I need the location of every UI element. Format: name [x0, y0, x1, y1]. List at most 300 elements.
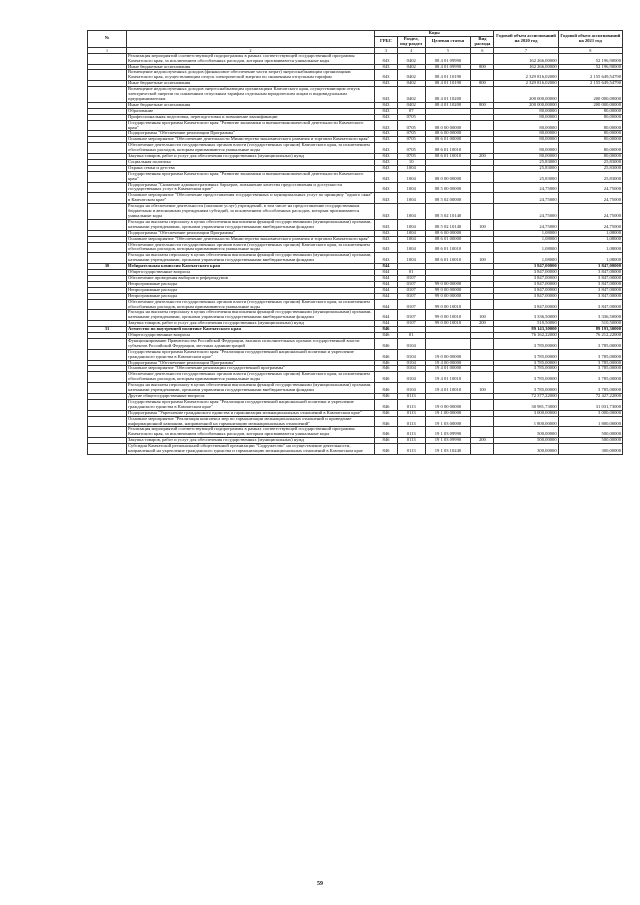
row-grbs: 843: [375, 143, 398, 154]
row-amount-2020: 2 329 816,02000: [494, 70, 558, 81]
row-expense-type: [471, 427, 494, 438]
row-grbs: 846: [375, 366, 398, 372]
row-razdel: 0104: [397, 366, 425, 372]
row-number: [88, 427, 127, 438]
row-grbs: 844: [375, 321, 398, 327]
row-amount-2020: 1,08000: [494, 242, 558, 253]
column-index: 6: [471, 47, 494, 53]
row-razdel: 1004: [397, 230, 425, 236]
row-name: Непрограммные расходы: [127, 287, 375, 293]
row-name: Государственная программа Камчатского края "Реализация государственной национальной политики и укрепление гражданского единства в Камчатском крае": [127, 399, 375, 410]
table-row: [88, 193, 623, 204]
row-grbs: 844: [375, 264, 398, 270]
row-amount-2021: 1,08000: [558, 236, 622, 242]
row-razdel: 0113: [397, 444, 425, 455]
row-number: [88, 219, 127, 230]
row-amount-2021: 3 847,00000: [558, 264, 622, 270]
row-number: [88, 444, 127, 455]
table-row: [88, 87, 623, 103]
row-grbs: 846: [375, 416, 398, 427]
row-amount-2020: 3 785,00000: [494, 372, 558, 383]
row-expense-type: [471, 70, 494, 81]
row-expense-type: 200: [471, 321, 494, 327]
row-amount-2021: 24,75000: [558, 193, 622, 204]
row-target-article: 08 4 01 09990: [425, 64, 471, 70]
row-amount-2021: 3 785,00000: [558, 383, 622, 394]
row-grbs: 846: [375, 349, 398, 360]
row-razdel: 0402: [397, 70, 425, 81]
row-amount-2021: 3 847,00000: [558, 299, 622, 310]
row-target-article: 99 0 00 10010: [425, 321, 471, 327]
row-amount-2021: 1 800,00000: [558, 416, 622, 427]
row-name: Общегосударственные вопросы: [127, 270, 375, 276]
row-razdel: 0113: [397, 399, 425, 410]
header-codes: Коды: [375, 31, 494, 37]
row-expense-type: [471, 299, 494, 310]
table-row: [88, 143, 623, 154]
column-index: 4: [397, 47, 425, 53]
row-name: Закупка товаров, работ и услуг для обеспечения государственных (муниципальных) нужд: [127, 154, 375, 160]
row-target-article: 99 0 00 00000: [425, 281, 471, 287]
row-target-article: 19 1 03 09990: [425, 427, 471, 438]
row-target-article: 99 0 00 00000: [425, 287, 471, 293]
row-amount-2021: 300,00000: [558, 444, 622, 455]
header-expense-type: Вид расхода: [471, 36, 494, 47]
row-amount-2021: 25,83000: [558, 159, 622, 165]
row-name: Подпрограмма "Укрепление гражданского единства и гармонизация межнациональных отношений в Камчатском крае": [127, 410, 375, 416]
header-year-2020: Годовой объем ассигнований на 2020 год: [494, 31, 558, 48]
row-target-article: 08 6 00 00000: [425, 131, 471, 137]
column-index: 1: [88, 47, 127, 53]
row-grbs: 843: [375, 165, 398, 171]
row-name: Иные бюджетные ассигнования: [127, 102, 375, 108]
row-target-article: 08 5 02 10140: [425, 219, 471, 230]
row-name: Обеспечение деятельности государственных органов власти (государственных органов) Камчатского края, за исключением обособленных расходов, которым присваиваются уникальные коды: [127, 143, 375, 154]
row-name: Непрограммные расходы: [127, 281, 375, 287]
row-amount-2021: 24,75000: [558, 219, 622, 230]
row-amount-2020: 3 847,00000: [494, 299, 558, 310]
row-number: [88, 87, 127, 103]
table-row: [88, 204, 623, 220]
column-index: 5: [425, 47, 471, 53]
row-target-article: 19 4 01 00000: [425, 366, 471, 372]
row-grbs: 846: [375, 333, 398, 339]
row-name: Расходы на обеспечение деятельности (оказание услуг) учреждений, в том числе на предоставление государственным бюджетным и автономным учреждениям субсидий, за исключением обособленных расходов, которым присваиваются уникальные коды: [127, 204, 375, 220]
row-name: Избирательная комиссия Камчатского края: [127, 264, 375, 270]
row-target-article: [425, 338, 471, 349]
row-amount-2020: 1 800,00000: [494, 416, 558, 427]
row-amount-2020: 80,00000: [494, 114, 558, 120]
row-amount-2021: 80,00000: [558, 154, 622, 160]
row-name: Закупка товаров, работ и услуг для обеспечения государственных (муниципальных) нужд: [127, 321, 375, 327]
row-number: [88, 399, 127, 410]
row-expense-type: 200: [471, 154, 494, 160]
row-amount-2020: 162 266,00000: [494, 53, 558, 64]
row-expense-type: 100: [471, 253, 494, 264]
column-index: 7: [494, 47, 558, 53]
row-amount-2021: 3 336,50000: [558, 310, 622, 321]
row-target-article: 08 5 02 00000: [425, 193, 471, 204]
row-expense-type: [471, 372, 494, 383]
row-amount-2021: 3 785,00000: [558, 360, 622, 366]
row-amount-2021: 500,00000: [558, 438, 622, 444]
row-amount-2020: 500,00000: [494, 438, 558, 444]
row-grbs: 843: [375, 219, 398, 230]
table-row: [88, 310, 623, 321]
row-number: [88, 310, 127, 321]
table-row: [88, 399, 623, 410]
row-name: Обеспечение деятельности государственных органов власти (государственных органов) Камчатского края, за исключением обособленных расходов, которым присваиваются уникальные коды: [127, 372, 375, 383]
row-amount-2020: 510,50000: [494, 321, 558, 327]
table-row: [88, 410, 623, 416]
row-amount-2020: 3 847,00000: [494, 264, 558, 270]
row-amount-2021: 1,08000: [558, 242, 622, 253]
row-amount-2021: 2 155 649,54790: [558, 81, 622, 87]
row-target-article: 08 0 00 00000: [425, 171, 471, 182]
row-expense-type: [471, 143, 494, 154]
row-amount-2020: 30 981,73000: [494, 399, 558, 410]
row-number: [88, 299, 127, 310]
row-razdel: 0402: [397, 53, 425, 64]
table-row: [88, 444, 623, 455]
row-name: Расходы на выплаты персоналу в целях обеспечения выполнения функций государственными (муниципальными) органами, казенными учреждениями, органами управления государственными внебюджетными фондами: [127, 253, 375, 264]
row-amount-2021: 89 193,30000: [558, 327, 622, 333]
table-row: [88, 182, 623, 193]
row-name: Субсидия Камчатской региональной общественной организации "Содружество" на осуществление деятельности, направленной на укрепление гражданского единства и гармонизацию межнациональных отношений в Камчатском крае: [127, 444, 375, 455]
row-razdel: 0107: [397, 287, 425, 293]
row-grbs: 844: [375, 275, 398, 281]
row-razdel: 1004: [397, 182, 425, 193]
column-index: 2: [127, 47, 375, 53]
row-expense-type: 800: [471, 64, 494, 70]
row-amount-2020: 3 785,00000: [494, 338, 558, 349]
row-amount-2020: 80,00000: [494, 137, 558, 143]
row-target-article: 08 4 01 10190: [425, 81, 471, 87]
row-amount-2021: 1,08000: [558, 230, 622, 236]
row-target-article: 08 0 00 00000: [425, 120, 471, 131]
row-razdel: 1004: [397, 253, 425, 264]
row-name: Непрограммные расходы: [127, 293, 375, 299]
row-amount-2020: 24,75000: [494, 219, 558, 230]
row-name: Функционирование Правительства Российской Федерации, высших исполнительных органов государственной власти субъектов Российской Федерации, местных администраций: [127, 338, 375, 349]
row-target-article: 08 5 02 10140: [425, 204, 471, 220]
row-grbs: 843: [375, 204, 398, 220]
table-row: [88, 53, 623, 64]
row-grbs: 843: [375, 242, 398, 253]
header-target-article: Целевая статья: [425, 36, 471, 47]
row-grbs: 843: [375, 236, 398, 242]
page-number: 59: [317, 881, 323, 887]
row-amount-2020: 3 785,00000: [494, 360, 558, 366]
row-target-article: 08 5 00 00000: [425, 182, 471, 193]
row-name: Обеспечение проведения выборов и референдумов: [127, 275, 375, 281]
row-amount-2020: 80,00000: [494, 120, 558, 131]
table-row: [88, 253, 623, 264]
row-expense-type: [471, 399, 494, 410]
row-razdel: 1004: [397, 165, 425, 171]
table-header: [88, 31, 623, 54]
row-amount-2020: 24,75000: [494, 182, 558, 193]
row-amount-2020: 3 847,00000: [494, 275, 558, 281]
row-expense-type: 100: [471, 219, 494, 230]
row-target-article: 08 6 00 00000: [425, 230, 471, 236]
row-name: Общегосударственные вопросы: [127, 333, 375, 339]
row-target-article: 08 6 01 00000: [425, 137, 471, 143]
row-amount-2021: 3 785,00000: [558, 366, 622, 372]
row-grbs: 844: [375, 287, 398, 293]
row-amount-2021: 52 196,90000: [558, 64, 622, 70]
row-expense-type: 800: [471, 102, 494, 108]
row-target-article: 19 1 03 09990: [425, 438, 471, 444]
row-amount-2021: 80,00000: [558, 143, 622, 154]
row-amount-2020: 1,08000: [494, 236, 558, 242]
row-name: Основное мероприятие "Обеспечение деятельности Министерства экономического развития и торговли Камчатского края": [127, 236, 375, 242]
row-number: 31: [88, 327, 127, 333]
row-razdel: 1004: [397, 242, 425, 253]
row-razdel: 0113: [397, 410, 425, 416]
row-name: Подпрограмма "Обеспечение реализации Программы": [127, 131, 375, 137]
row-grbs: 846: [375, 438, 398, 444]
row-amount-2021: 76 212,22000: [558, 333, 622, 339]
column-index: 8: [558, 47, 622, 53]
row-target-article: 19 1 03 10240: [425, 444, 471, 455]
table-row: [88, 416, 623, 427]
row-razdel: 0402: [397, 64, 425, 70]
row-name: Реализация мероприятий соответствующей подпрограммы в рамках соответствующей государственной программы Камчатского края, за исключением обособленных расходов, которым присваиваются уникальные коды: [127, 53, 375, 64]
row-amount-2021: 80,00000: [558, 120, 622, 131]
row-name: Основное мероприятие "Обеспечение деятельности Министерства экономического развития и торговли Камчатского края": [127, 137, 375, 143]
row-amount-2021: 80,00000: [558, 114, 622, 120]
row-amount-2020: 3 785,00000: [494, 383, 558, 394]
row-razdel: 0107: [397, 293, 425, 299]
row-amount-2020: 200 000,00000: [494, 87, 558, 103]
row-number: [88, 372, 127, 383]
row-number: [88, 204, 127, 220]
row-number: [88, 120, 127, 131]
row-target-article: 99 0 00 00000: [425, 293, 471, 299]
row-target-article: 99 0 00 10010: [425, 310, 471, 321]
row-name: Основное мероприятие "Обеспечение реализации государственной программы": [127, 366, 375, 372]
table-row: [88, 372, 623, 383]
row-target-article: 19 0 00 00000: [425, 349, 471, 360]
row-name: Возмещение недополученных доходов (финансовое обеспечение части затрат) энергоснабжающим организациям Камчатского края, осуществляющим отпуск электрической энергии по сниженным отпускным тарифам: [127, 70, 375, 81]
table-row: [88, 299, 623, 310]
table-body: [88, 53, 623, 454]
table-row: [88, 349, 623, 360]
row-grbs: 843: [375, 159, 398, 165]
row-razdel: 0104: [397, 338, 425, 349]
row-number: [88, 383, 127, 394]
table-row: [88, 70, 623, 81]
header-num: №: [88, 31, 127, 48]
row-name: Расходы на выплаты персоналу в целях обеспечения выполнения функций государственными (муниципальными) органами, казенными учреждениями, органами управления государственными внебюджетными фондами: [127, 310, 375, 321]
row-amount-2020: 80,00000: [494, 108, 558, 114]
row-name: Образование: [127, 108, 375, 114]
row-target-article: 19 1 03 00000: [425, 416, 471, 427]
row-razdel: 0705: [397, 120, 425, 131]
row-grbs: 843: [375, 137, 398, 143]
row-name: Социальная политика: [127, 159, 375, 165]
row-grbs: 843: [375, 171, 398, 182]
row-expense-type: 100: [471, 383, 494, 394]
row-amount-2020: 80,00000: [494, 131, 558, 137]
row-number: [88, 143, 127, 154]
row-target-article: 19 0 00 00000: [425, 399, 471, 410]
row-amount-2021: 3 847,00000: [558, 287, 622, 293]
row-grbs: 846: [375, 444, 398, 455]
row-razdel: 1004: [397, 236, 425, 242]
row-expense-type: 200: [471, 438, 494, 444]
row-amount-2020: 2 329 816,02000: [494, 81, 558, 87]
row-amount-2021: 25,83000: [558, 171, 622, 182]
row-razdel: 0113: [397, 394, 425, 400]
row-name: Закупка товаров, работ и услуг для обеспечения государственных (муниципальных) нужд: [127, 438, 375, 444]
row-razdel: 0104: [397, 383, 425, 394]
row-grbs: 843: [375, 120, 398, 131]
row-amount-2021: 200 000,00000: [558, 102, 622, 108]
row-expense-type: [471, 444, 494, 455]
row-razdel: 0705: [397, 137, 425, 143]
row-amount-2021: 3 847,00000: [558, 270, 622, 276]
row-target-article: 19 4 01 10010: [425, 372, 471, 383]
row-number: 30: [88, 264, 127, 270]
row-amount-2020: 162 266,00000: [494, 64, 558, 70]
row-razdel: 0705: [397, 154, 425, 160]
row-expense-type: [471, 120, 494, 131]
row-amount-2021: 3 785,00000: [558, 349, 622, 360]
row-name: Государственная программа Камчатского края "Развитие экономики и внешнеэкономической деятельности Камчатского края": [127, 171, 375, 182]
row-razdel: 1004: [397, 204, 425, 220]
row-razdel: 0113: [397, 438, 425, 444]
row-number: [88, 242, 127, 253]
row-razdel: 0107: [397, 281, 425, 287]
row-expense-type: [471, 53, 494, 64]
row-name: Расходы на выплаты персоналу в целях обеспечения выполнения функций государственными (муниципальными) органами, казенными учреждениями, органами управления государственными внебюджетными фондами: [127, 219, 375, 230]
row-razdel: 0705: [397, 131, 425, 137]
row-razdel: 01: [397, 333, 425, 339]
row-name: Агентство по внутренней политике Камчатского края: [127, 327, 375, 333]
row-target-article: 08 4 01 09990: [425, 53, 471, 64]
row-grbs: 843: [375, 102, 398, 108]
row-name: Государственная программа Камчатского края "Развитие экономики и внешнеэкономической деятельности Камчатского края": [127, 120, 375, 131]
row-razdel: 0104: [397, 349, 425, 360]
row-expense-type: 800: [471, 81, 494, 87]
row-expense-type: [471, 338, 494, 349]
header-grbs: ГРБС: [375, 36, 398, 47]
row-razdel: 0107: [397, 275, 425, 281]
row-grbs: 843: [375, 81, 398, 87]
row-amount-2021: 52 196,90000: [558, 53, 622, 64]
table-row: [88, 137, 623, 143]
row-expense-type: [471, 349, 494, 360]
row-razdel: 1004: [397, 171, 425, 182]
row-name: Обеспечение деятельности государственных органов власти (государственных органов) Камчатского края, за исключением обособленных расходов, которым присваиваются уникальные коды: [127, 299, 375, 310]
row-expense-type: [471, 416, 494, 427]
row-number: [88, 338, 127, 349]
row-amount-2020: 80,00000: [494, 143, 558, 154]
row-name: Обеспечение деятельности государственных органов власти (государственных органов) Камчатского края, за исключением обособленных расходов, которым присваиваются уникальные коды: [127, 242, 375, 253]
budget-table: [87, 30, 623, 455]
row-grbs: 846: [375, 360, 398, 366]
row-grbs: 843: [375, 182, 398, 193]
row-amount-2021: 3 000,00000: [558, 410, 622, 416]
row-amount-2020: 72 377,22000: [494, 394, 558, 400]
row-amount-2020: 76 162,22000: [494, 333, 558, 339]
row-target-article: 08 6 01 10010: [425, 143, 471, 154]
row-amount-2021: 31 031,73000: [558, 399, 622, 410]
row-razdel: 0107: [397, 321, 425, 327]
row-amount-2021: 80,00000: [558, 131, 622, 137]
row-name: Иные бюджетные ассигнования: [127, 64, 375, 70]
row-target-article: 19 4 01 10010: [425, 383, 471, 394]
row-razdel: 0113: [397, 416, 425, 427]
row-expense-type: [471, 87, 494, 103]
row-amount-2021: 3 785,00000: [558, 372, 622, 383]
row-amount-2021: 25,83000: [558, 165, 622, 171]
row-grbs: 844: [375, 310, 398, 321]
table-row: [88, 338, 623, 349]
row-name: Основное мероприятие "Реализация комплекса мер по гармонизации межнациональных отношений и проведение информационной кампании, направленной на гармонизацию межнациональных отношений": [127, 416, 375, 427]
row-name: Реализация мероприятий соответствующей подпрограммы в рамках соответствующей государственной программы Камчатского края, за исключением обособленных расходов, которым присваиваются уникальные коды: [127, 427, 375, 438]
column-index: 3: [375, 47, 398, 53]
row-name: Другие общегосударственные вопросы: [127, 394, 375, 400]
row-amount-2020: 89 143,30000: [494, 327, 558, 333]
row-amount-2021: 80,00000: [558, 137, 622, 143]
row-amount-2021: 200 000,00000: [558, 87, 622, 103]
row-amount-2021: 24,75000: [558, 182, 622, 193]
row-grbs: 846: [375, 327, 398, 333]
row-amount-2021: 80,00000: [558, 108, 622, 114]
row-name: Профессиональная подготовка, переподготовка и повышение квалификации: [127, 114, 375, 120]
row-razdel: 0107: [397, 310, 425, 321]
row-amount-2021: 1,08000: [558, 253, 622, 264]
row-target-article: 08 4 01 10190: [425, 70, 471, 81]
row-amount-2020: 80,00000: [494, 154, 558, 160]
row-grbs: 843: [375, 230, 398, 236]
row-razdel: 1004: [397, 219, 425, 230]
row-amount-2020: 3 847,00000: [494, 287, 558, 293]
row-grbs: 846: [375, 399, 398, 410]
row-expense-type: 100: [471, 310, 494, 321]
row-amount-2021: 3 847,00000: [558, 281, 622, 287]
row-amount-2020: 1,08000: [494, 230, 558, 236]
row-name: Возмещение недополученных доходов энергоснабжающим организациям Камчатского края, осуществляющим отпуск электрической энергии по сниженным отпускным тарифам отдельным юридическим лицам и индивидуальным предпринимателям: [127, 87, 375, 103]
row-name: Охрана семьи и детства: [127, 165, 375, 171]
row-expense-type: [471, 204, 494, 220]
row-number: [88, 416, 127, 427]
row-number: [88, 53, 127, 64]
row-amount-2021: 500,00000: [558, 427, 622, 438]
row-amount-2020: 3 336,50000: [494, 310, 558, 321]
row-amount-2020: 3 785,00000: [494, 366, 558, 372]
row-name: Государственная программа Камчатского края "Реализация государственной национальной политики и укрепление гражданского единства в Камчатском крае": [127, 349, 375, 360]
row-amount-2021: 3 847,00000: [558, 275, 622, 281]
row-expense-type: [471, 171, 494, 182]
row-amount-2020: 3 847,00000: [494, 281, 558, 287]
row-amount-2020: 25,83000: [494, 165, 558, 171]
row-razdel: 0104: [397, 360, 425, 366]
row-grbs: 844: [375, 281, 398, 287]
header-name: [127, 31, 375, 48]
table-row: [88, 383, 623, 394]
row-number: [88, 193, 127, 204]
table-row: [88, 236, 623, 242]
row-number: [88, 253, 127, 264]
row-number: [88, 182, 127, 193]
row-grbs: 844: [375, 293, 398, 299]
row-amount-2021: 72 427,22000: [558, 394, 622, 400]
row-target-article: 99 0 00 10010: [425, 299, 471, 310]
